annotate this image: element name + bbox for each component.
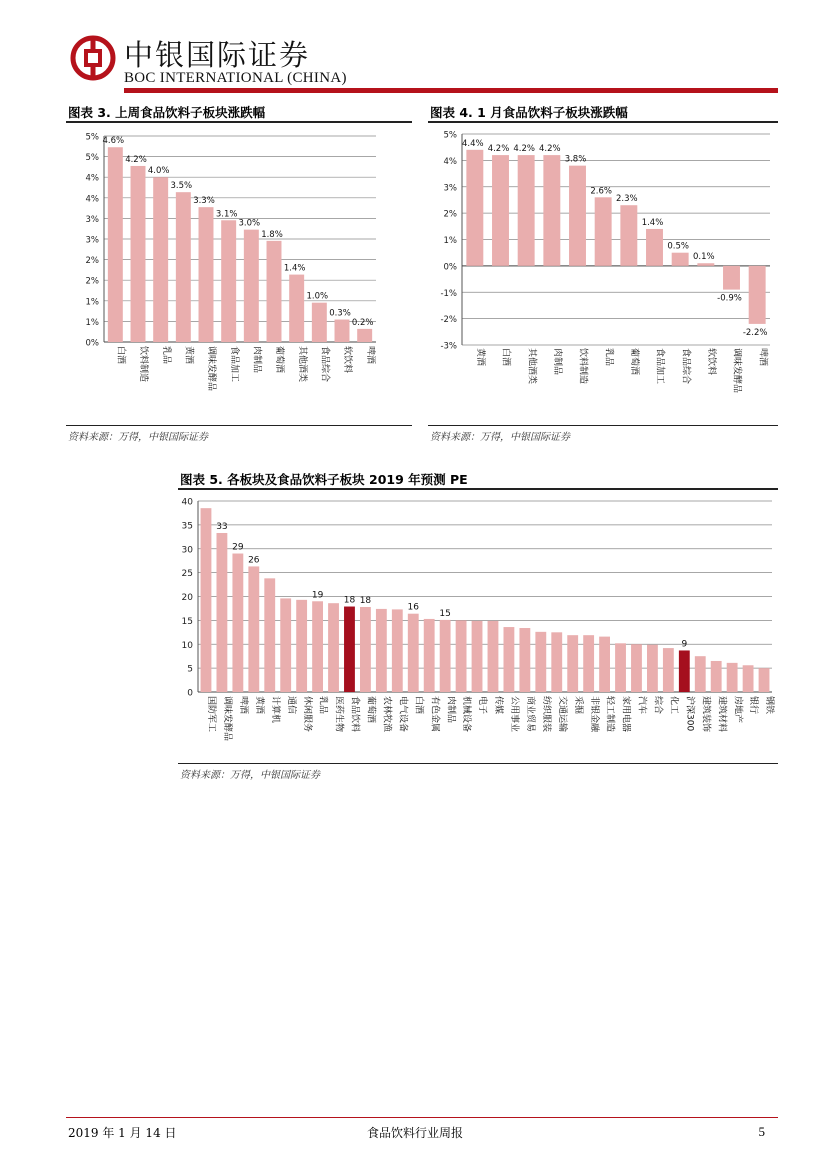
category-label: 食品加工: [654, 348, 665, 385]
footer-divider: [66, 1117, 778, 1118]
category-label: 家用电器: [620, 696, 631, 733]
bar: [472, 621, 483, 692]
bar: [357, 329, 372, 342]
data-label: 4.2%: [539, 144, 561, 155]
category-label: 建筑材料: [716, 696, 727, 733]
bar: [583, 635, 594, 692]
y-tick-label: 2%: [85, 256, 99, 267]
data-label: 3.0%: [238, 218, 261, 229]
figure-5-title: 图表 5. 各板块及食品饮料子板块 2019 年预测 PE: [180, 472, 468, 487]
data-label: -2.2%: [742, 327, 768, 338]
category-label: 采掘: [572, 696, 583, 715]
category-label: 交通运输: [556, 696, 567, 733]
category-label: 纺织服装: [540, 696, 551, 733]
footer-page-number: 5: [758, 1124, 765, 1139]
y-tick-label: 3%: [85, 214, 99, 225]
category-label: 葡萄酒: [628, 348, 639, 376]
bar: [335, 320, 350, 342]
data-label: 1.4%: [641, 217, 664, 228]
category-label: 调味发酵品: [731, 348, 742, 394]
y-tick-label: 2%: [443, 209, 457, 220]
bar: [697, 263, 714, 266]
bar: [595, 197, 612, 266]
bar: [216, 533, 227, 692]
data-label: 9: [681, 639, 688, 650]
category-label: 房地产: [732, 696, 743, 724]
data-label: 1.4%: [283, 263, 306, 274]
data-label: 18: [343, 595, 356, 606]
brand-name-cn: 中银国际证券: [124, 38, 311, 72]
bar: [569, 166, 586, 266]
bar: [360, 607, 371, 692]
category-label: 啤酒: [238, 696, 249, 715]
y-tick-label: 5%: [85, 132, 99, 143]
y-tick-label: 10: [181, 640, 193, 651]
y-tick-label: 20: [181, 593, 193, 603]
bar: [672, 253, 689, 266]
data-label: 3.1%: [215, 209, 238, 220]
category-label: 农林牧渔: [381, 696, 392, 733]
category-label: 白酒: [115, 346, 126, 365]
data-label: 3.8%: [564, 154, 587, 165]
bar: [723, 266, 740, 290]
category-label: 食品加工: [228, 346, 239, 383]
category-label: 计算机: [269, 696, 280, 724]
footer-date: 2019 年 1 月 14 日: [68, 1126, 177, 1140]
category-label: 汽车: [636, 696, 647, 715]
category-label: 公用事业: [509, 696, 520, 733]
data-label: 0.2%: [351, 317, 374, 328]
category-label: 食品综合: [319, 346, 330, 383]
category-label: 非银金融: [588, 696, 599, 733]
bar: [280, 598, 291, 692]
figure-4-title: 图表 4. 1 月食品饮料子板块涨跌幅: [430, 105, 628, 120]
data-label: 2.6%: [590, 186, 612, 197]
bar: [743, 665, 754, 692]
category-label: 乳品: [603, 348, 614, 367]
category-label: 其他酒类: [526, 348, 537, 385]
bar: [264, 578, 275, 692]
bar: [344, 607, 355, 692]
figure-5-chart: [178, 491, 778, 761]
figure-5-footer-rule: [178, 763, 778, 764]
figure-3-title-rule: [66, 121, 412, 123]
bar: [296, 600, 307, 692]
category-label: 轻工制造: [604, 696, 615, 733]
data-label: 4.2%: [487, 144, 510, 155]
category-label: 沪深300: [684, 696, 695, 732]
data-label: 4.2%: [513, 144, 535, 155]
y-tick-label: 1%: [85, 297, 99, 308]
bar: [679, 650, 690, 692]
bar: [543, 155, 560, 266]
bar: [759, 668, 770, 692]
data-label: 33: [216, 521, 228, 532]
boc-logo-icon: [70, 35, 116, 81]
bar: [488, 621, 499, 692]
bar: [456, 620, 467, 692]
category-label: 化工: [668, 696, 679, 715]
data-label: 3.5%: [170, 181, 193, 192]
bar: [289, 275, 304, 342]
bar: [248, 566, 259, 692]
bar: [695, 656, 706, 692]
y-tick-label: 4%: [443, 156, 457, 167]
y-tick-label: 1%: [443, 236, 457, 246]
category-label: 其他酒类: [296, 346, 307, 383]
category-label: 银行: [748, 696, 759, 715]
bar: [631, 644, 642, 692]
bar: [199, 207, 214, 342]
bar: [244, 230, 259, 342]
footer-report-title: 食品饮料行业周报: [366, 1126, 463, 1140]
category-label: 白酒: [413, 696, 424, 715]
bar: [711, 661, 722, 692]
figure-3-footer-rule: [66, 425, 412, 426]
y-tick-label: 35: [181, 521, 193, 532]
bar: [518, 155, 535, 266]
bar: [153, 177, 168, 342]
category-label: 钢铁: [764, 696, 775, 715]
bar: [599, 637, 610, 692]
category-label: 医药生物: [333, 696, 344, 733]
bar: [749, 266, 766, 324]
y-tick-label: 15: [181, 616, 193, 627]
figure-4-chart: [428, 124, 778, 424]
category-label: 黄酒: [183, 346, 194, 365]
category-label: 机械设备: [461, 696, 472, 733]
category-label: 综合: [652, 696, 663, 715]
bar: [440, 620, 451, 692]
data-label: 26: [248, 555, 260, 566]
data-label: 4.6%: [102, 136, 125, 147]
figure-5-source: 资料来源：万得，中银国际证券: [180, 770, 320, 781]
category-label: 调味发酵品: [222, 696, 233, 742]
category-label: 国防军工: [206, 696, 217, 733]
category-label: 葡萄酒: [274, 346, 285, 374]
category-label: 黄酒: [474, 348, 485, 367]
y-tick-label: 30: [181, 545, 193, 556]
category-label: 啤酒: [364, 346, 375, 365]
bar: [647, 645, 658, 692]
category-label: 调味发酵品: [206, 346, 217, 392]
bar: [408, 614, 419, 692]
data-label: 1.0%: [306, 291, 329, 302]
category-label: 软饮料: [705, 348, 716, 376]
category-label: 肉制品: [251, 346, 262, 374]
bar: [492, 155, 509, 266]
y-tick-label: 2%: [85, 276, 99, 287]
data-label: 4.2%: [125, 154, 147, 165]
bar: [108, 147, 123, 342]
category-label: 乳品: [317, 696, 328, 715]
category-label: 有色金属: [429, 696, 440, 733]
data-label: 2.3%: [616, 194, 638, 205]
category-label: 黄酒: [253, 696, 264, 715]
brand-name-en: BOC INTERNATIONAL (CHINA): [124, 70, 347, 86]
bar: [620, 205, 637, 266]
figure-3-chart: [66, 124, 412, 424]
bar: [221, 220, 236, 342]
y-tick-label: -3%: [440, 341, 457, 352]
y-tick-label: 5%: [85, 153, 99, 164]
data-label: 3.3%: [193, 196, 215, 207]
data-label: 0.5%: [667, 241, 689, 252]
data-label: -0.9%: [717, 293, 742, 304]
bar: [466, 150, 483, 266]
data-label: 15: [439, 608, 451, 619]
bar: [663, 648, 674, 692]
y-tick-label: 0%: [443, 262, 457, 273]
bar: [535, 632, 546, 692]
category-label: 饮料制造: [138, 346, 149, 383]
bar: [519, 628, 530, 692]
category-label: 电子: [477, 696, 488, 715]
category-label: 商业贸易: [525, 696, 536, 733]
bar: [392, 609, 403, 692]
data-label: 18: [359, 596, 372, 607]
bar: [567, 635, 578, 692]
bar: [232, 554, 243, 692]
y-tick-label: 3%: [85, 235, 99, 246]
bar: [312, 601, 323, 692]
data-label: 4.0%: [147, 166, 170, 177]
category-label: 休闲服务: [301, 696, 312, 733]
bar: [646, 229, 663, 266]
data-label: 29: [232, 542, 244, 553]
category-label: 通信: [285, 696, 296, 715]
data-label: 16: [407, 602, 419, 613]
category-label: 食品综合: [680, 348, 691, 385]
bar: [424, 619, 435, 692]
data-label: 19: [311, 590, 324, 601]
category-label: 肉制品: [551, 348, 562, 376]
category-label: 乳品: [160, 346, 171, 365]
page-header: [0, 0, 827, 100]
y-tick-label: 4%: [85, 173, 99, 184]
bar: [503, 627, 514, 692]
bar: [727, 663, 738, 692]
bar: [131, 166, 146, 342]
y-tick-label: 5%: [443, 130, 457, 141]
y-tick-label: 4%: [85, 194, 99, 205]
figure-3-title: 图表 3. 上周食品饮料子板块涨跌幅: [68, 105, 266, 120]
bar: [376, 609, 387, 692]
category-label: 传媒: [493, 696, 504, 715]
y-tick-label: 0: [187, 688, 193, 699]
bar: [176, 192, 191, 342]
header-divider: [124, 88, 778, 93]
figure-4-footer-rule: [428, 425, 778, 426]
category-label: 食品饮料: [349, 696, 360, 733]
bar: [615, 643, 626, 692]
y-tick-label: 1%: [85, 317, 99, 328]
category-label: 肉制品: [445, 696, 456, 724]
category-label: 饮料制造: [577, 348, 588, 385]
y-tick-label: 5: [187, 664, 193, 675]
bar: [267, 241, 282, 342]
data-label: 4.4%: [462, 138, 484, 149]
y-tick-label: 0%: [85, 338, 99, 349]
y-tick-label: 3%: [443, 183, 457, 194]
bar: [551, 632, 562, 692]
category-label: 葡萄酒: [365, 696, 376, 724]
figure-4-title-rule: [428, 121, 778, 123]
figure-3-source: 资料来源：万得，中银国际证券: [68, 432, 208, 443]
category-label: 白酒: [500, 348, 511, 367]
category-label: 啤酒: [757, 348, 768, 367]
figure-5-title-rule: [178, 488, 778, 490]
data-label: 0.1%: [693, 252, 715, 263]
data-label: 1.8%: [261, 229, 283, 240]
data-label: 0.3%: [329, 308, 351, 319]
category-label: 建筑装饰: [700, 696, 711, 733]
y-tick-label: -1%: [440, 288, 457, 299]
figure-4-source: 资料来源：万得，中银国际证券: [430, 432, 570, 443]
y-tick-label: 25: [181, 569, 193, 580]
y-tick-label: 40: [181, 497, 193, 508]
bar: [328, 603, 339, 692]
category-label: 软饮料: [342, 346, 353, 374]
y-tick-label: -2%: [440, 315, 457, 326]
bar: [201, 508, 212, 692]
bar: [312, 303, 327, 342]
category-label: 电气设备: [397, 696, 408, 733]
